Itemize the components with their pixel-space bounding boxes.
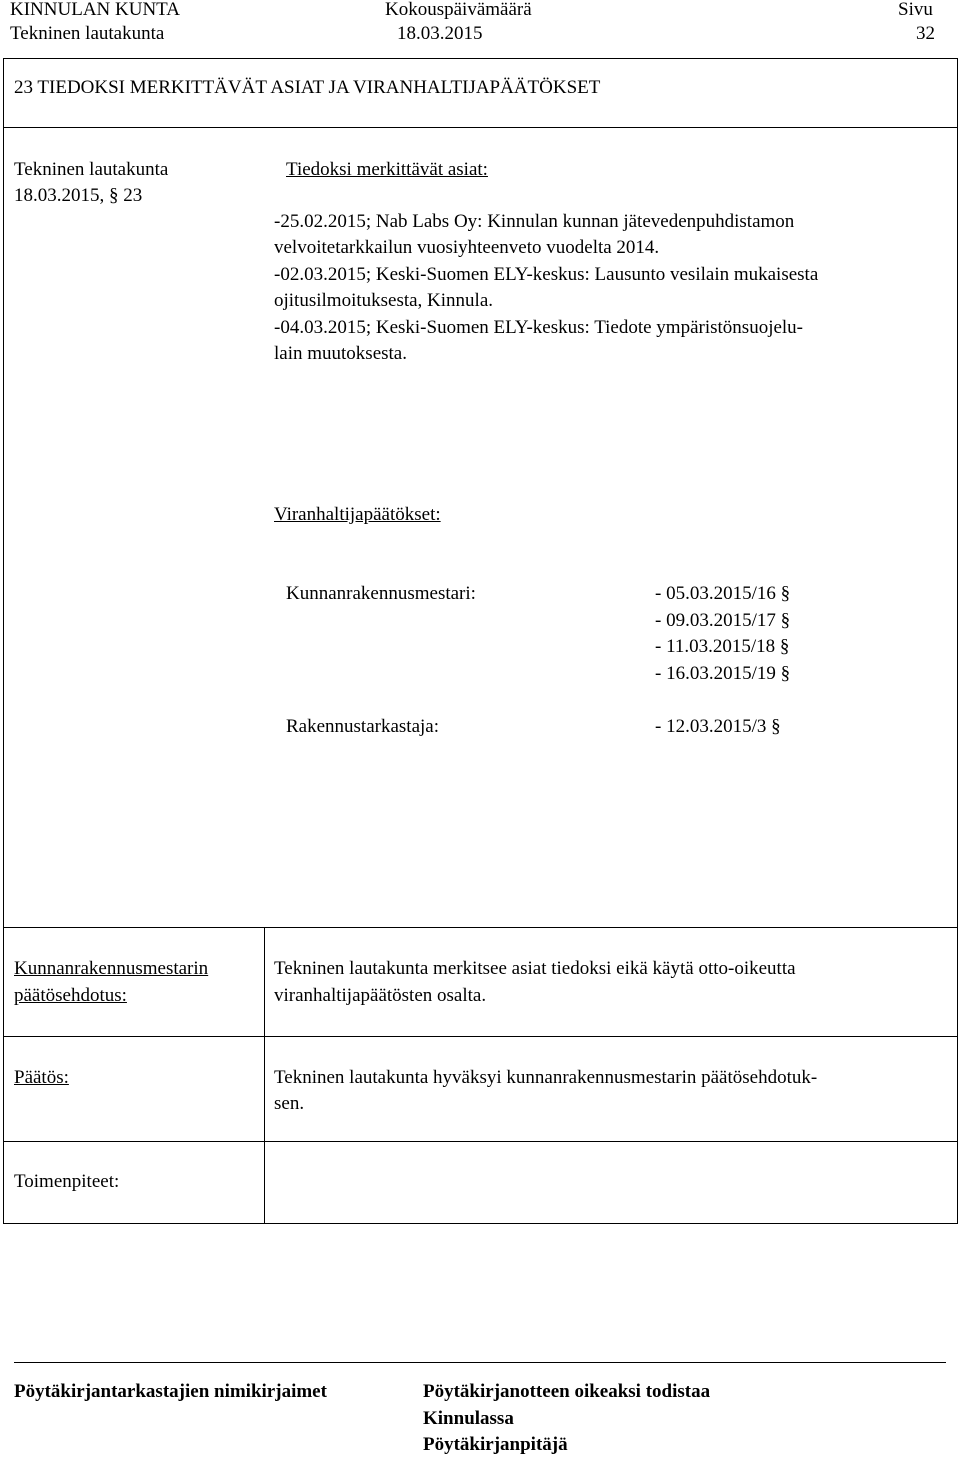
info-item-line: -04.03.2015; Keski-Suomen ELY-keskus: Tiedote ympäristönsuojelu-: [274, 317, 804, 338]
meeting-date-label: Kokouspäivämäärä: [385, 0, 532, 20]
official2-decision: - 12.03.2015/3 §: [655, 716, 781, 737]
info-item-line: velvoitetarkkailun vuosiyhteenveto vuodelta 2014.: [274, 237, 660, 258]
page-label: Sivu: [898, 0, 933, 20]
meeting-date: 18.03.2015: [397, 23, 483, 44]
decisions-heading: Viranhaltijapäätökset:: [274, 504, 441, 525]
footer-certify: Pöytäkirjanotteen oikeaksi todistaa: [423, 1381, 711, 1402]
footer-initials: Pöytäkirjantarkastajien nimikirjaimet: [14, 1381, 327, 1402]
decision-label: Päätös:: [14, 1067, 69, 1088]
decision-text-2: sen.: [274, 1093, 305, 1114]
row-divider-3: [3, 1141, 958, 1142]
page-number: 32: [916, 23, 935, 44]
footer-place: Kinnulassa: [423, 1408, 514, 1429]
info-item-line: lain muutoksesta.: [274, 343, 407, 364]
board-name: Tekninen lautakunta: [10, 23, 165, 44]
footer-rule: [14, 1362, 946, 1363]
official1-decision: - 16.03.2015/19 §: [655, 663, 791, 684]
section-title: 23 TIEDOKSI MERKITTÄVÄT ASIAT JA VIRANHALTIJAPÄÄTÖKSET: [14, 77, 601, 98]
proposal-label-2: päätösehdotus:: [14, 985, 127, 1006]
title-divider: [3, 127, 958, 128]
section-board: Tekninen lautakunta: [14, 159, 169, 180]
row-divider-1: [3, 927, 958, 928]
official1-label: Kunnanrakennusmestari:: [286, 583, 476, 604]
info-item-line: -25.02.2015; Nab Labs Oy: Kinnulan kunnan jätevedenpuhdistamon: [274, 211, 795, 232]
official1-decision: - 09.03.2015/17 §: [655, 610, 791, 631]
row-divider-2: [3, 1036, 958, 1037]
info-heading: Tiedoksi merkittävät asiat:: [286, 159, 488, 180]
actions-label: Toimenpiteet:: [14, 1171, 120, 1192]
column-divider: [264, 927, 265, 1224]
official2-label: Rakennustarkastaja:: [286, 716, 440, 737]
footer-secretary: Pöytäkirjanpitäjä: [423, 1434, 568, 1455]
org-name: KINNULAN KUNTA: [10, 0, 180, 20]
section-date-ref: 18.03.2015, § 23: [14, 185, 143, 206]
proposal-label: Kunnanrakennusmestarin: [14, 958, 209, 979]
info-item-line: -02.03.2015; Keski-Suomen ELY-keskus: Lausunto vesilain mukaisesta: [274, 264, 819, 285]
official1-decision: - 05.03.2015/16 §: [655, 583, 791, 604]
info-item-line: ojitusilmoituksesta, Kinnula.: [274, 290, 494, 311]
proposal-text-2: viranhaltijapäätösten osalta.: [274, 985, 487, 1006]
decision-text: Tekninen lautakunta hyväksyi kunnanrakennusmestarin päätösehdotuk-: [274, 1067, 818, 1088]
proposal-text: Tekninen lautakunta merkitsee asiat tiedoksi eikä käytä otto-oikeutta: [274, 958, 796, 979]
official1-decision: - 11.03.2015/18 §: [655, 636, 790, 657]
